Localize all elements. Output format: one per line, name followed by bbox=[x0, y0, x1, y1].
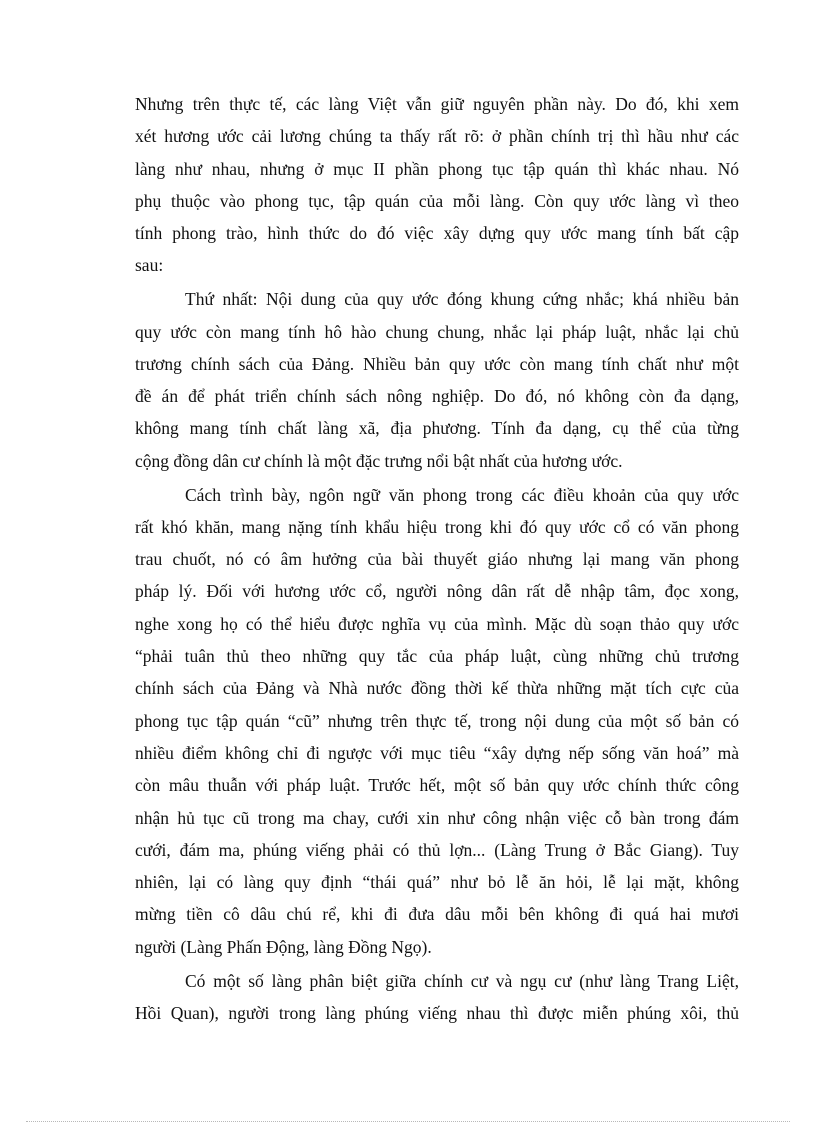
text-line: nghe xong họ có thể hiểu được nghĩa vụ của mình. Mặc dù soạn thảo quy ước bbox=[135, 613, 739, 634]
text-line: chính sách của Đảng và Nhà nước đồng thời kế thừa những mặt tích cực của bbox=[135, 678, 739, 699]
text-line: nhiên, lại có làng quy định “thái quá” như bỏ lễ ăn hỏi, lễ lại mặt, không bbox=[135, 872, 739, 893]
text-line: nhận hủ tục cũ trong ma chay, cưới xin như công nhận việc cỗ bàn trong đám bbox=[135, 807, 739, 828]
text-line: phong tục tập quán “cũ” nhưng trên thực tế, trong nội dung của một số bản có bbox=[135, 710, 739, 731]
text-line: làng như nhau, nhưng ở mục II phần phong tục tập quán thì khác nhau. Nó bbox=[135, 158, 739, 179]
paragraph bbox=[135, 88, 739, 282]
text-line: còn mâu thuẫn với pháp luật. Trước hết, một số bản quy ước chính thức công bbox=[135, 775, 739, 796]
text-line: rất khó khăn, mang nặng tính khẩu hiệu trong khi đó quy ước cổ có văn phong bbox=[135, 516, 739, 537]
text-line: cưới, đám ma, phúng viếng phải có thủ lợn... (Làng Trung ở Bắc Giang). Tuy bbox=[135, 839, 739, 860]
text-line: người (Làng Phấn Động, làng Đồng Ngọ). bbox=[135, 936, 432, 957]
text-line: Cách trình bày, ngôn ngữ văn phong trong các điều khoản của quy ước bbox=[185, 484, 739, 505]
paragraph bbox=[135, 965, 739, 1030]
text-line: quy ước còn mang tính hô hào chung chung, nhắc lại pháp luật, nhắc lại chủ bbox=[135, 321, 739, 342]
text-line: sau: bbox=[135, 255, 164, 276]
text-line: Nhưng trên thực tế, các làng Việt vẫn giữ nguyên phần này. Do đó, khi xem bbox=[135, 94, 739, 114]
text-line: mừng tiền cô dâu chú rể, khi đi đưa dâu mỗi bên không đi quá hai mươi bbox=[135, 904, 739, 925]
text-line: “phải tuân thủ theo những quy tắc của pháp luật, cùng những chủ trương bbox=[135, 646, 739, 667]
paragraph bbox=[135, 283, 739, 477]
paragraph bbox=[135, 479, 739, 963]
text-line: đề án để phát triển chính sách nông nghiệp. Do đó, nó không còn đa dạng, bbox=[135, 386, 739, 407]
text-line: trau chuốt, nó có âm hưởng của bài thuyết giáo nhưng lại mang văn phong bbox=[135, 549, 739, 570]
text-line: cộng đồng dân cư chính là một đặc trưng nổi bật nhất của hương ước. bbox=[135, 450, 623, 471]
text-line: Có một số làng phân biệt giữa chính cư và ngụ cư (như làng Trang Liệt, bbox=[185, 970, 739, 991]
page-bottom-divider bbox=[26, 1121, 790, 1122]
text-line: pháp lý. Đối với hương ước cổ, người nông dân rất dễ nhập tâm, đọc xong, bbox=[135, 581, 739, 602]
text-line: tính phong trào, hình thức do đó việc xây dựng quy ước mang tính bất cập bbox=[135, 223, 739, 244]
text-line: phụ thuộc vào phong tục, tập quán của mỗi làng. Còn quy ước làng vì theo bbox=[135, 190, 739, 211]
text-line: Hồi Quan), người trong làng phúng viếng nhau thì được miễn phúng xôi, thủ bbox=[135, 1002, 739, 1023]
text-line: trương chính sách của Đảng. Nhiều bản quy ước còn mang tính chất như một bbox=[135, 353, 739, 374]
document-body bbox=[135, 88, 739, 1029]
text-line: Thứ nhất: Nội dung của quy ước đóng khung cứng nhắc; khá nhiều bản bbox=[185, 289, 739, 310]
text-line: không mang tính chất làng xã, địa phương. Tính đa dạng, cụ thể của từng bbox=[135, 418, 739, 439]
text-line: xét hương ước cải lương chúng ta thấy rất rõ: ở phần chính trị thì hầu như các bbox=[135, 126, 739, 147]
text-line: nhiều điểm không chỉ đi ngược với mục tiêu “xây dựng nếp sống văn hoá” mà bbox=[135, 742, 739, 763]
